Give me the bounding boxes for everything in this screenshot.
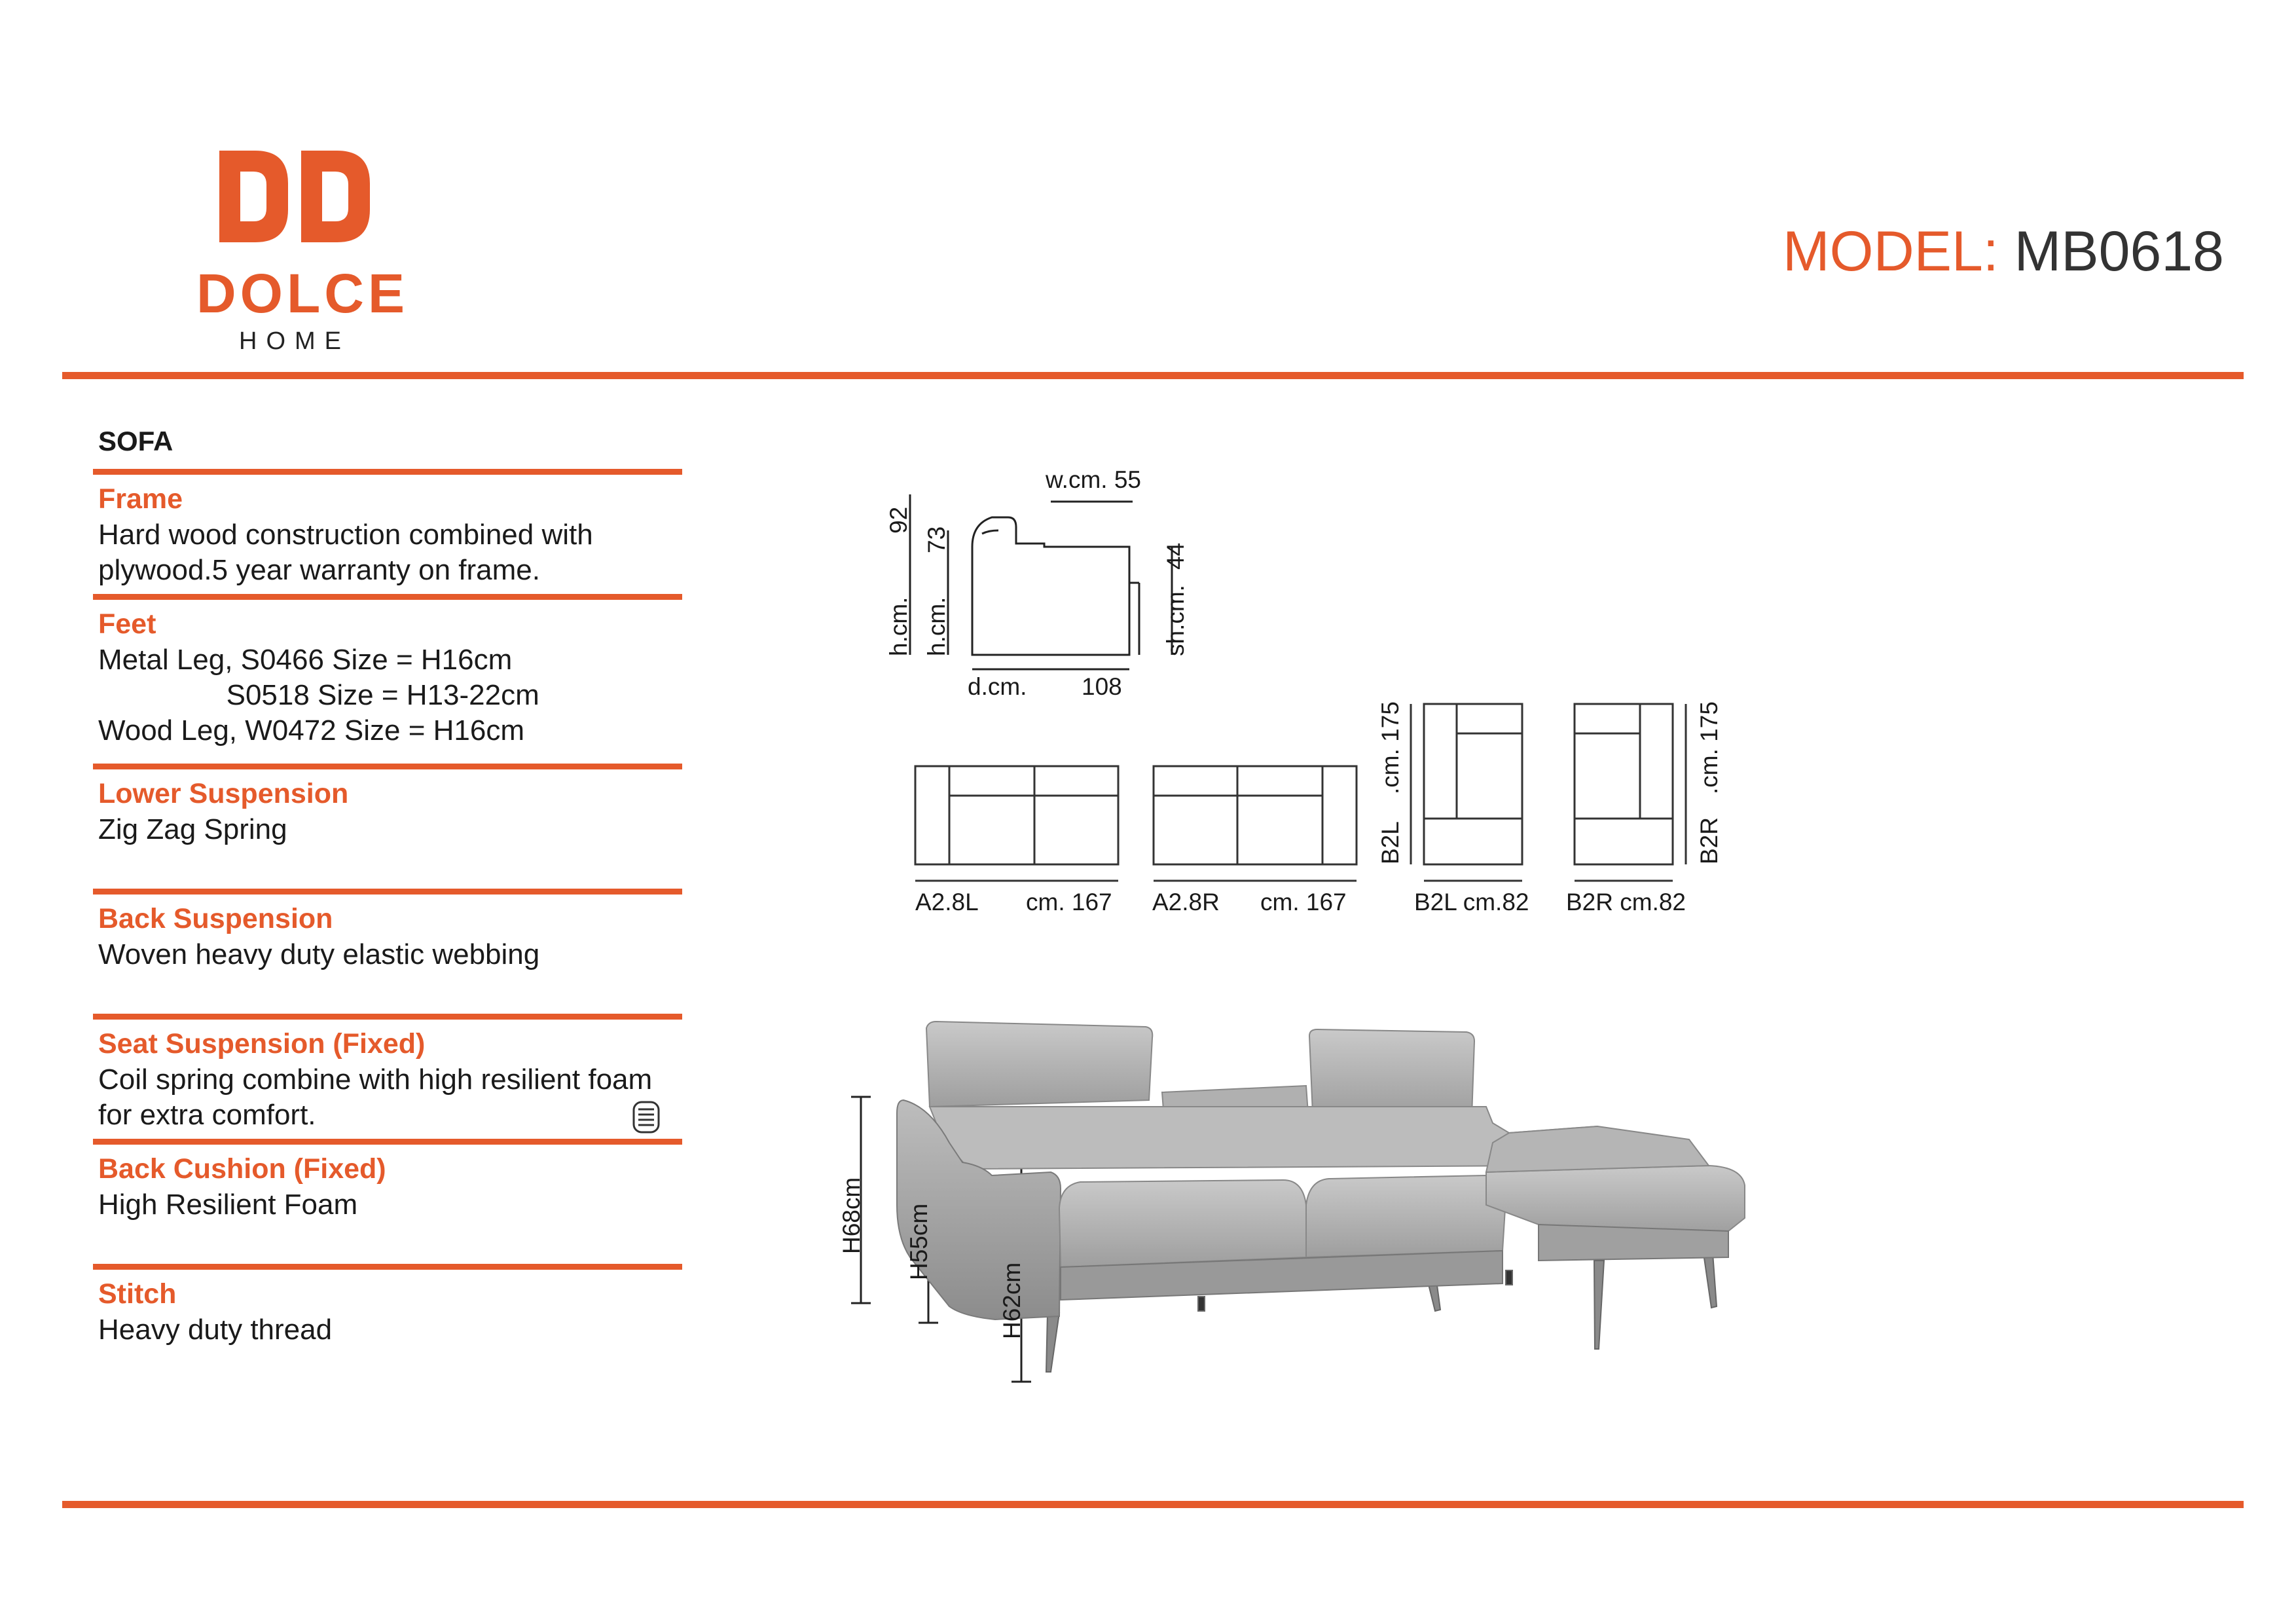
spec-divider: [93, 594, 682, 600]
footer-divider: [62, 1501, 2244, 1508]
dd-monogram-icon: [206, 144, 383, 249]
module-diagrams: [903, 694, 1741, 897]
spec-title: Feet: [98, 608, 156, 640]
brand-logo: [196, 144, 409, 355]
module-side-size: .cm. 175: [1696, 701, 1722, 794]
depth-value: 108: [1082, 673, 1122, 700]
sofa-photo: [831, 1008, 1761, 1401]
brand-subtitle: HOME: [239, 327, 350, 355]
spec-title: Back Cushion (Fixed): [98, 1153, 386, 1185]
seat-height-value: 44: [1162, 542, 1189, 570]
spec-text: for extra comfort.: [98, 1099, 316, 1131]
overall-height-label: H68cm: [838, 1177, 865, 1254]
module-code: A2.8L: [915, 889, 979, 915]
model-number: MB0618: [2014, 220, 2224, 283]
module-side-code: B2R: [1696, 817, 1722, 864]
spec-text: S0518 Size = H13-22cm: [98, 679, 539, 711]
seat-height-photo-label: H55cm: [905, 1203, 932, 1280]
spec-text: Wood Leg, W0472 Size = H16cm: [98, 714, 524, 747]
spec-title: Lower Suspension: [98, 778, 349, 809]
spec-text: High Resilient Foam: [98, 1189, 358, 1221]
spec-title: Stitch: [98, 1278, 177, 1310]
module-size: cm. 167: [1260, 889, 1347, 915]
spec-text: plywood.5 year warranty on frame.: [98, 554, 540, 586]
spec-title: Back Suspension: [98, 903, 333, 934]
brand-name: DOLCE: [196, 263, 409, 324]
arm-height-value: 73: [923, 526, 950, 553]
module-code: B2R cm.82: [1566, 889, 1686, 915]
arm-height-label: h.cm.: [923, 597, 950, 656]
spec-text: Zig Zag Spring: [98, 813, 287, 845]
spec-text: Coil spring combine with high resilient foam: [98, 1063, 653, 1096]
height-label: h.cm.: [885, 597, 912, 656]
module-code: A2.8R: [1152, 889, 1220, 915]
spec-divider: [93, 889, 682, 895]
seat-height-label: sh.cm.: [1162, 585, 1189, 656]
spec-divider: [93, 1139, 682, 1145]
spec-title: Frame: [98, 483, 183, 515]
header-divider: [62, 372, 2244, 379]
height-value: 92: [885, 506, 912, 534]
module-code: B2L cm.82: [1414, 889, 1529, 915]
module-size: cm. 167: [1026, 889, 1112, 915]
model-title: [1783, 219, 2224, 284]
module-side-size: .cm. 175: [1377, 701, 1404, 794]
spec-text: Woven heavy duty elastic webbing: [98, 938, 540, 970]
arm-height-photo-label: H62cm: [998, 1262, 1025, 1339]
depth-label: d.cm.: [968, 673, 1027, 700]
width-label: w.cm. 55: [1046, 466, 1141, 493]
spec-text: Metal Leg, S0466 Size = H16cm: [98, 644, 513, 676]
spec-text: Heavy duty thread: [98, 1314, 333, 1346]
spec-divider: [93, 764, 682, 769]
model-label: MODEL:: [1783, 220, 1999, 283]
section-heading: SOFA: [98, 426, 173, 456]
module-side-code: B2L: [1377, 821, 1404, 864]
spec-divider: [93, 1264, 682, 1270]
spec-divider: [93, 1014, 682, 1020]
spec-divider: [93, 469, 682, 475]
coil-spring-icon: [632, 1100, 661, 1134]
spec-title: Seat Suspension (Fixed): [98, 1028, 426, 1060]
spec-text: Hard wood construction combined with: [98, 519, 593, 551]
